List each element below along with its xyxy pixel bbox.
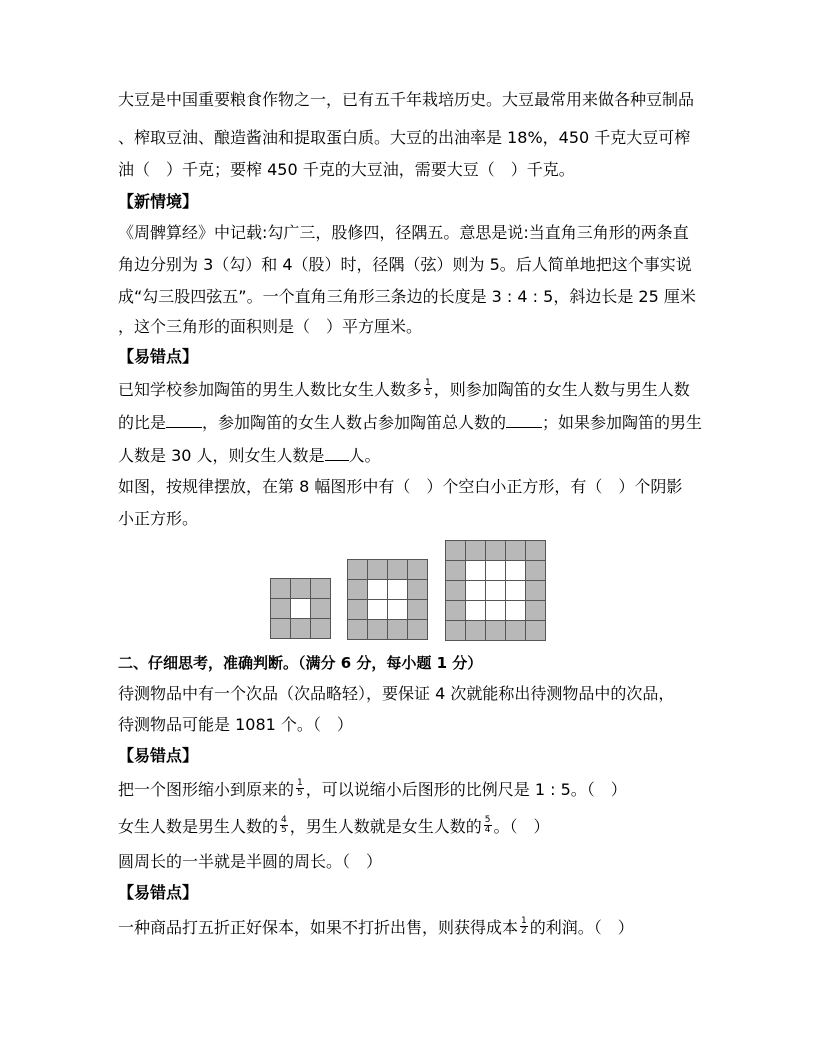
question-line: 已知学校参加陶笛的男生人数比女生人数多 $\frac{1}{5}$ ，则参加陶笛的女生人数与男生人数: [118, 378, 690, 399]
section-heading: 【易错点】: [118, 746, 199, 765]
shaded-square: [348, 560, 367, 579]
fraction: $\frac{1}{5}$: [425, 378, 431, 398]
shaded-square: [271, 579, 290, 598]
shaded-square: [408, 620, 427, 639]
text-line: 成“勾三股四弦五”。一个直角三角形三条边的长度是 3 : 4 : 5，斜边长是 25 厘米: [118, 287, 696, 306]
shaded-square: [271, 619, 290, 638]
square-grid-5: [445, 540, 546, 641]
fraction: $\frac{4}{5}$: [281, 815, 287, 835]
section-heading: 【易错点】: [118, 883, 199, 902]
shaded-square: [526, 621, 545, 640]
shaded-square: [408, 600, 427, 619]
shaded-square: [408, 560, 427, 579]
shaded-square: [446, 601, 465, 620]
answer-blank[interactable]: [506, 413, 542, 428]
answer-blank[interactable]: [325, 446, 349, 461]
shaded-square: [526, 541, 545, 560]
shaded-square: [348, 620, 367, 639]
fraction: $\frac{5}{4}$: [484, 815, 491, 835]
shaded-square: [348, 580, 367, 599]
square-grid-3: [270, 578, 331, 639]
blank-square: [486, 581, 505, 600]
shaded-square: [368, 560, 387, 579]
shaded-square: [486, 541, 505, 560]
shaded-square: [291, 619, 310, 638]
question-line: 一种商品打五折正好保本，如果不打折出售，则获得成本 $\frac{1}{2}$ 的利润。（ ）: [118, 916, 634, 937]
shaded-square: [388, 560, 407, 579]
blank-square: [291, 599, 310, 618]
blank-square: [486, 601, 505, 620]
answer-blank[interactable]: [166, 413, 202, 428]
shaded-square: [446, 581, 465, 600]
text-line: 小正方形。: [118, 509, 199, 528]
question-line: 的比是 ，参加陶笛的女生人数占参加陶笛总人数的 ；如果参加陶笛的男生: [118, 413, 703, 432]
shaded-square: [506, 541, 525, 560]
section-heading: 二、仔细思考，准确判断。（满分 6 分，每小题 1 分）: [118, 654, 483, 672]
text-line: 大豆是中国重要粮食作物之一，已有五千年栽培历史。大豆最常用来做各种豆制品: [118, 90, 695, 109]
shaded-square: [446, 541, 465, 560]
shaded-square: [368, 620, 387, 639]
blank-square: [506, 581, 525, 600]
shaded-square: [311, 619, 330, 638]
blank-square: [466, 561, 485, 580]
blank-square: [486, 561, 505, 580]
blank-square: [506, 561, 525, 580]
blank-square: [466, 581, 485, 600]
blank-square: [368, 580, 387, 599]
shaded-square: [311, 599, 330, 618]
shaded-square: [466, 621, 485, 640]
section-heading: 【新情境】: [118, 192, 199, 211]
shaded-square: [291, 579, 310, 598]
text-line: 《周髀算经》中记载:勾广三，股修四，径隅五。意思是说:当直角三角形的两条直: [118, 223, 689, 242]
shaded-square: [446, 561, 465, 580]
shaded-square: [348, 600, 367, 619]
blank-square: [388, 600, 407, 619]
text-line: ，这个三角形的面积则是（ ）平方厘米。: [118, 317, 423, 336]
text-line: 、榨取豆油、酿造酱油和提取蛋白质。大豆的出油率是 18%，450 千克大豆可榨: [118, 128, 691, 147]
text-line: 待测物品可能是 1081 个。（ ）: [118, 715, 353, 734]
text-line: 如图，按规律摆放，在第 8 幅图形中有（ ）个空白小正方形，有（ ）个阴影: [118, 477, 683, 496]
shaded-square: [388, 620, 407, 639]
shaded-square: [446, 621, 465, 640]
blank-square: [506, 601, 525, 620]
section-heading: 【易错点】: [118, 347, 199, 366]
question-line: 人数是 30 人，则女生人数是 人。: [118, 446, 381, 465]
shaded-square: [271, 599, 290, 618]
fraction: $\frac{1}{5}$: [297, 778, 303, 798]
shaded-square: [526, 601, 545, 620]
shaded-square: [526, 561, 545, 580]
shaded-square: [311, 579, 330, 598]
shaded-square: [486, 621, 505, 640]
shaded-square: [506, 621, 525, 640]
shaded-square: [466, 541, 485, 560]
blank-square: [388, 580, 407, 599]
question-line: 把一个图形缩小到原来的 $\frac{1}{5}$ ，可以说缩小后图形的比例尺是 1 : 5。（ ）: [118, 778, 627, 799]
question-line: 女生人数是男生人数的 $\frac{4}{5}$ ，男生人数就是女生人数的 $\frac{5}{4}$ 。（ ）: [118, 815, 550, 836]
text-line: 角边分别为 3（勾）和 4（股）时，径隅（弦）则为 5。后人简单地把这个事实说: [118, 255, 692, 274]
shaded-square: [526, 581, 545, 600]
fraction: $\frac{1}{2}$: [521, 916, 527, 936]
blank-square: [368, 600, 387, 619]
text-line: 圆周长的一半就是半圆的周长。（ ）: [118, 852, 383, 871]
text-line: 油（ ）千克；要榨 450 千克的大豆油，需要大豆（ ）千克。: [118, 160, 575, 179]
square-grid-4: [347, 559, 428, 640]
shaded-square: [408, 580, 427, 599]
blank-square: [466, 601, 485, 620]
text-line: 待测物品中有一个次品（次品略轻），要保证 4 次就能称出待测物品中的次品，: [118, 684, 675, 703]
